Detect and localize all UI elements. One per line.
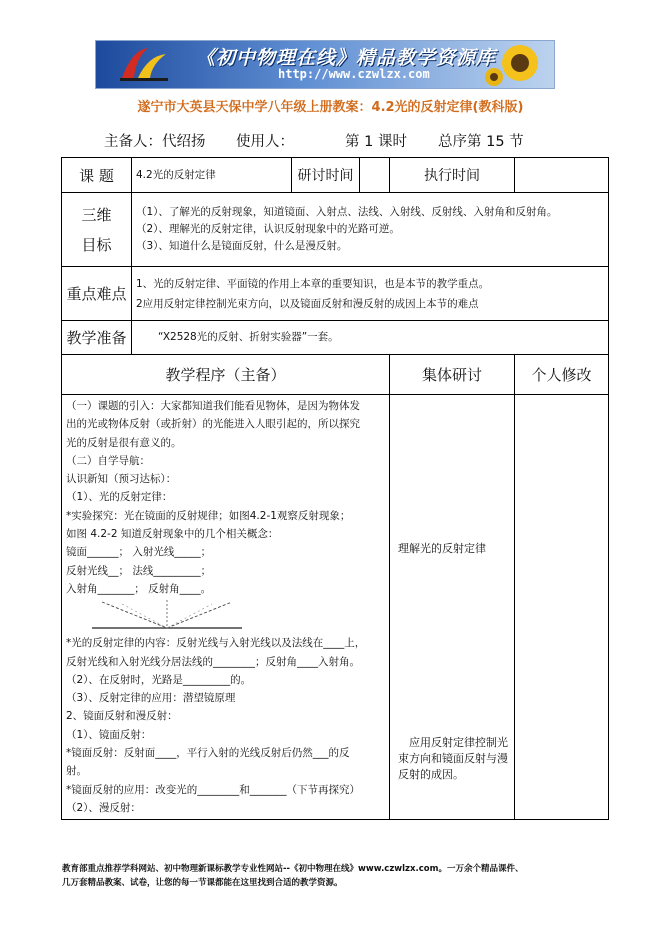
- preparation-value: “X2528光的反射、折射实验器”一套。: [132, 321, 609, 355]
- reflection-diagram: [92, 598, 242, 634]
- key-point-item: 1、光的反射定律、平面镜的作用上本章的重要知识，也是本节的教学重点。: [136, 277, 490, 290]
- collective-notes: [390, 395, 515, 820]
- key-points-row: [62, 267, 609, 321]
- collective-header: 集体研讨: [390, 355, 515, 395]
- user: 使用人：: [236, 134, 294, 150]
- lesson-period: 第 1 课时: [345, 134, 407, 150]
- procedure-line: 光的反射是很有意义的。: [66, 436, 182, 449]
- footer-line: 几万套精品教案、试卷，让您的每一节课都能在这里找到合适的教学资源。: [62, 878, 343, 888]
- procedure-content: [62, 395, 390, 820]
- banner-title: 《初中物理在线》精品教学资源库: [196, 47, 497, 69]
- procedure-line: *镜面反射：反射面____，平行入射的光线反射后仍然___的反: [66, 747, 350, 760]
- goal-item: （1）、了解光的反射现象，知道镜面、入射点、法线、入射线、反射线、入射角和反射角。: [136, 206, 558, 218]
- collective-note: 应用反射定律控制光束方向和镜面反射与漫反射的成因。: [398, 736, 508, 781]
- discuss-time-label: 研讨时间: [292, 158, 360, 193]
- sunflower-icon: [480, 41, 550, 88]
- procedure-line: （3）、反射定律的应用：潜望镜原理: [66, 692, 236, 705]
- goal-item: （2）、理解光的反射定律，认识反射现象中的光路可逆。: [136, 223, 400, 235]
- procedure-line: （2）、漫反射：: [66, 801, 141, 814]
- footer-line: 教育部重点推荐学科网站、初中物理新课标教学专业性网站--《初中物理在线》www.czwlzx.com。一万余个精品课件、: [62, 864, 524, 874]
- goals-label-line2: 目标: [81, 235, 112, 254]
- procedure-line: *光的反射定律的内容：反射光线与入射光线以及法线在____上，: [66, 637, 366, 650]
- procedure-line: 出的光或物体反射（或折射）的光能进入人眼引起的，所以探究: [66, 418, 360, 431]
- preparation-label: 教学准备: [62, 321, 132, 355]
- key-points-label: 重点难点: [62, 267, 132, 321]
- page-footer: [62, 862, 622, 890]
- procedure-row: [62, 395, 609, 820]
- logo-icon: [114, 44, 174, 84]
- procedure-header: 教学程序（主备）: [62, 355, 390, 395]
- procedure-line: 如图 4.2-2 知道反射现象中的几个相关概念：: [66, 528, 279, 541]
- procedure-line: 反射光线和入射光线分居法线的________；反射角____入射角。: [66, 655, 360, 668]
- topic-label: 课 题: [62, 158, 132, 193]
- procedure-line: （二）自学导航：: [66, 454, 150, 467]
- procedure-line: *实验探究：光在镜面的反射规律；如图4.2-1观察反射现象；: [66, 509, 351, 522]
- topic-value: 4.2光的反射定律: [132, 158, 292, 193]
- procedure-line: 2、镜面反射和漫反射：: [66, 710, 178, 723]
- exec-time-value: [515, 158, 609, 193]
- document-subtitle: 遂宁市大英县天保中学八年级上册教案：4.2光的反射定律(教科版): [137, 100, 524, 115]
- collective-note: 理解光的反射定律: [398, 542, 486, 555]
- banner-url[interactable]: http://www.czwlzx.com: [278, 67, 430, 81]
- exec-time-label: 执行时间: [390, 158, 515, 193]
- procedure-line: （一）课题的引入：大家都知道我们能看见物体，是因为物体发: [66, 400, 360, 412]
- topic-row: [62, 158, 609, 193]
- preparer: 主备人：代绍扬: [104, 134, 206, 150]
- procedure-line: 认识新知（预习达标）：: [66, 473, 177, 486]
- procedure-line: 反射光线__； 法线_________；: [66, 564, 212, 577]
- procedure-line: *镜面反射的应用：改变光的________和_______（下节再探究）: [66, 783, 360, 796]
- procedure-line: 入射角_______； 反射角____。: [66, 582, 212, 595]
- key-point-item: 2应用反射定律控制光束方向，以及镜面反射和漫反射的成因上本节的难点: [136, 297, 479, 310]
- key-points-content: [132, 267, 609, 321]
- goals-label-line1: 三维: [81, 205, 112, 224]
- personal-header: 个人修改: [515, 355, 609, 395]
- goal-item: （3）、知道什么是镜面反射，什么是漫反射。: [136, 240, 348, 252]
- goals-row: [62, 193, 609, 267]
- discuss-time-value: [360, 158, 390, 193]
- procedure-line: （1）、光的反射定律：: [66, 491, 173, 504]
- preparation-row: [62, 321, 609, 355]
- procedure-line: 射。: [66, 765, 87, 778]
- total-sequence: 总序第 15 节: [438, 134, 524, 150]
- procedure-line: （2）、在反射时，光路是_________的。: [66, 673, 252, 686]
- section-header-row: [62, 355, 609, 395]
- header-banner: [95, 40, 555, 89]
- procedure-line: （1）、镜面反射：: [66, 728, 152, 741]
- goals-label: [62, 193, 132, 267]
- goals-content: [132, 193, 609, 267]
- personal-notes: [515, 395, 609, 820]
- lesson-plan-table: [61, 157, 609, 820]
- procedure-line: 镜面______； 入射光线_____；: [66, 546, 212, 559]
